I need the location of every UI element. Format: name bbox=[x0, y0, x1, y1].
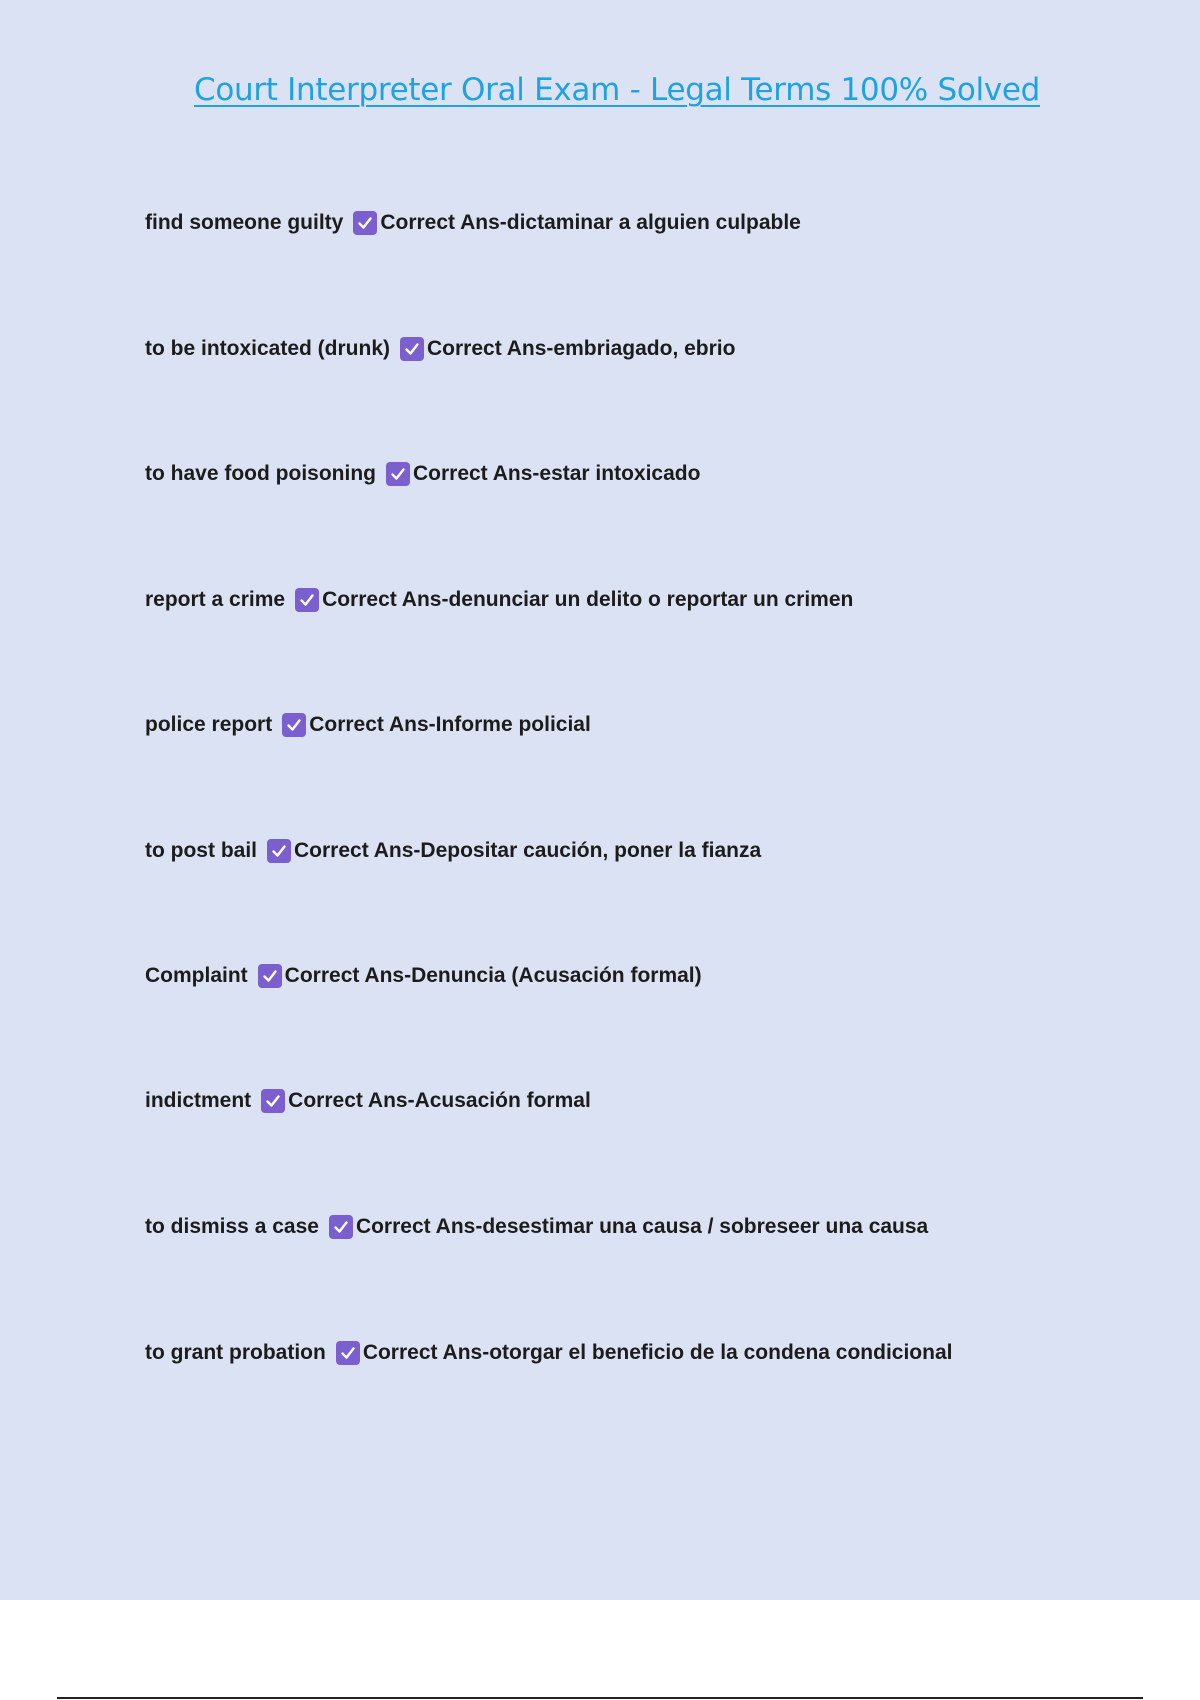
checkbox-checked-icon bbox=[336, 1341, 360, 1365]
term-text: report a crime bbox=[145, 588, 286, 611]
qa-item bbox=[145, 1212, 928, 1242]
term-text: to dismiss a case bbox=[145, 1215, 319, 1238]
term-text: to post bail bbox=[145, 839, 257, 862]
checkbox-checked-icon bbox=[282, 713, 306, 737]
qa-item bbox=[145, 585, 853, 615]
checkbox-checked-icon bbox=[258, 964, 282, 988]
qa-item bbox=[145, 334, 735, 364]
term-text: to have food poisoning bbox=[145, 462, 376, 485]
answer-text: Correct Ans-embriagado, ebrio bbox=[427, 337, 736, 360]
term-text: indictment bbox=[145, 1089, 252, 1112]
checkbox-checked-icon bbox=[386, 462, 410, 486]
answer-text: Correct Ans-Depositar caución, poner la fianza bbox=[294, 839, 762, 862]
qa-item bbox=[145, 961, 702, 991]
checkbox-checked-icon bbox=[400, 337, 424, 361]
qa-item bbox=[145, 208, 801, 238]
term-text: to be intoxicated (drunk) bbox=[145, 337, 391, 360]
answer-text: Correct Ans-dictaminar a alguien culpable bbox=[380, 211, 801, 234]
answer-text: Correct Ans-denunciar un delito o reportar un crimen bbox=[322, 588, 854, 611]
answer-text: Correct Ans-Acusación formal bbox=[288, 1089, 591, 1112]
checkbox-checked-icon bbox=[267, 839, 291, 863]
qa-item bbox=[145, 459, 700, 489]
answer-text: Correct Ans-Informe policial bbox=[309, 713, 591, 736]
qa-item bbox=[145, 1338, 952, 1368]
term-text: Complaint bbox=[145, 964, 248, 987]
answer-text: Correct Ans-desestimar una causa / sobreseer una causa bbox=[355, 1215, 929, 1238]
footer-divider bbox=[57, 1697, 1143, 1699]
checkbox-checked-icon bbox=[261, 1089, 285, 1113]
document-title: Court Interpreter Oral Exam - Legal Terms 100% Solved bbox=[193, 72, 1041, 108]
term-text: find someone guilty bbox=[145, 211, 344, 234]
qa-item bbox=[145, 1086, 591, 1116]
checkbox-checked-icon bbox=[353, 211, 377, 235]
qa-item bbox=[145, 710, 591, 740]
answer-text: Correct Ans-Denuncia (Acusación formal) bbox=[284, 964, 702, 987]
answer-text: Correct Ans-otorgar el beneficio de la condena condicional bbox=[362, 1341, 953, 1364]
answer-text: Correct Ans-estar intoxicado bbox=[412, 462, 701, 485]
checkbox-checked-icon bbox=[295, 588, 319, 612]
term-text: police report bbox=[145, 713, 273, 736]
qa-item bbox=[145, 836, 761, 866]
checkbox-checked-icon bbox=[329, 1215, 353, 1239]
term-text: to grant probation bbox=[145, 1341, 326, 1364]
